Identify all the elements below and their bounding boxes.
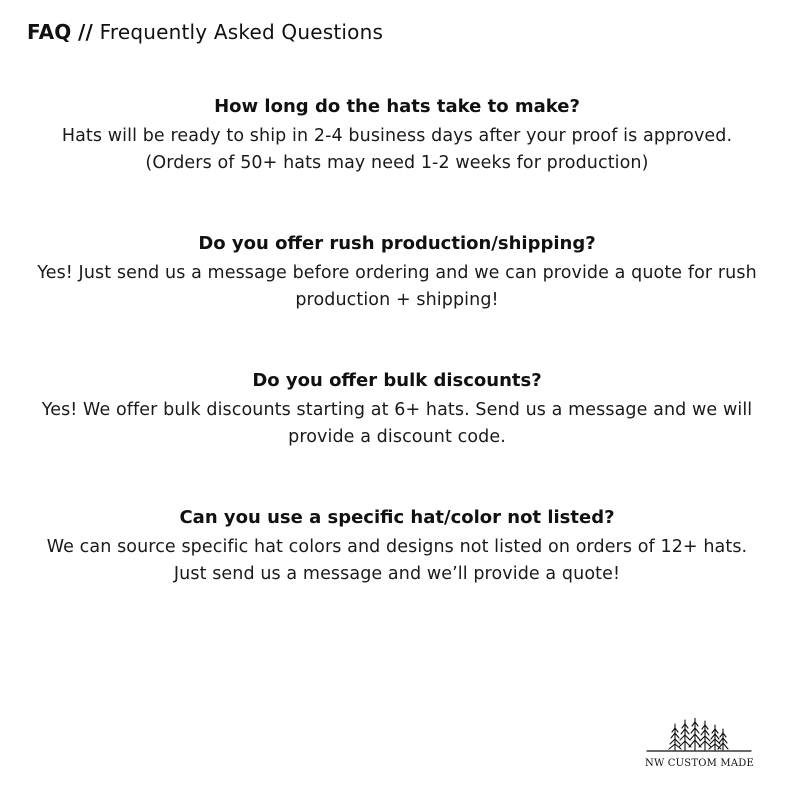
faq-answer: We can source specific hat colors and designs not listed on orders of 12+ hats. Just send us a message and we’ll provide a quote! — [46, 537, 748, 584]
header-separator: // — [78, 20, 94, 44]
faq-item — [30, 369, 764, 451]
faq-answer: Yes! We offer bulk discounts starting at 6+ hats. Send us a message and we will provide a discount code. — [41, 400, 753, 447]
logo-text: NW CUSTOM MADE — [645, 758, 755, 769]
header-faq-label: FAQ — [27, 20, 72, 44]
faq-answer: Hats will be ready to ship in 2-4 business days after your proof is approved. (Orders of 50+ hats may need 1-2 weeks for production) — [61, 126, 733, 173]
faq-item — [30, 232, 764, 314]
faq-question: Can you use a specific hat/color not listed? — [179, 507, 615, 528]
header-subtitle: Frequently Asked Questions — [99, 20, 384, 44]
faq-item — [30, 506, 764, 588]
faq-question: Do you offer rush production/shipping? — [198, 233, 596, 254]
faq-question: How long do the hats take to make? — [214, 96, 580, 117]
faq-item — [30, 95, 764, 177]
brand-logo — [645, 718, 753, 778]
faq-answer: Yes! Just send us a message before ordering and we can provide a quote for rush production + shipping! — [37, 263, 757, 310]
faq-question: Do you offer bulk discounts? — [252, 370, 542, 391]
pine-trees-icon — [645, 718, 753, 756]
page-header — [27, 20, 383, 44]
